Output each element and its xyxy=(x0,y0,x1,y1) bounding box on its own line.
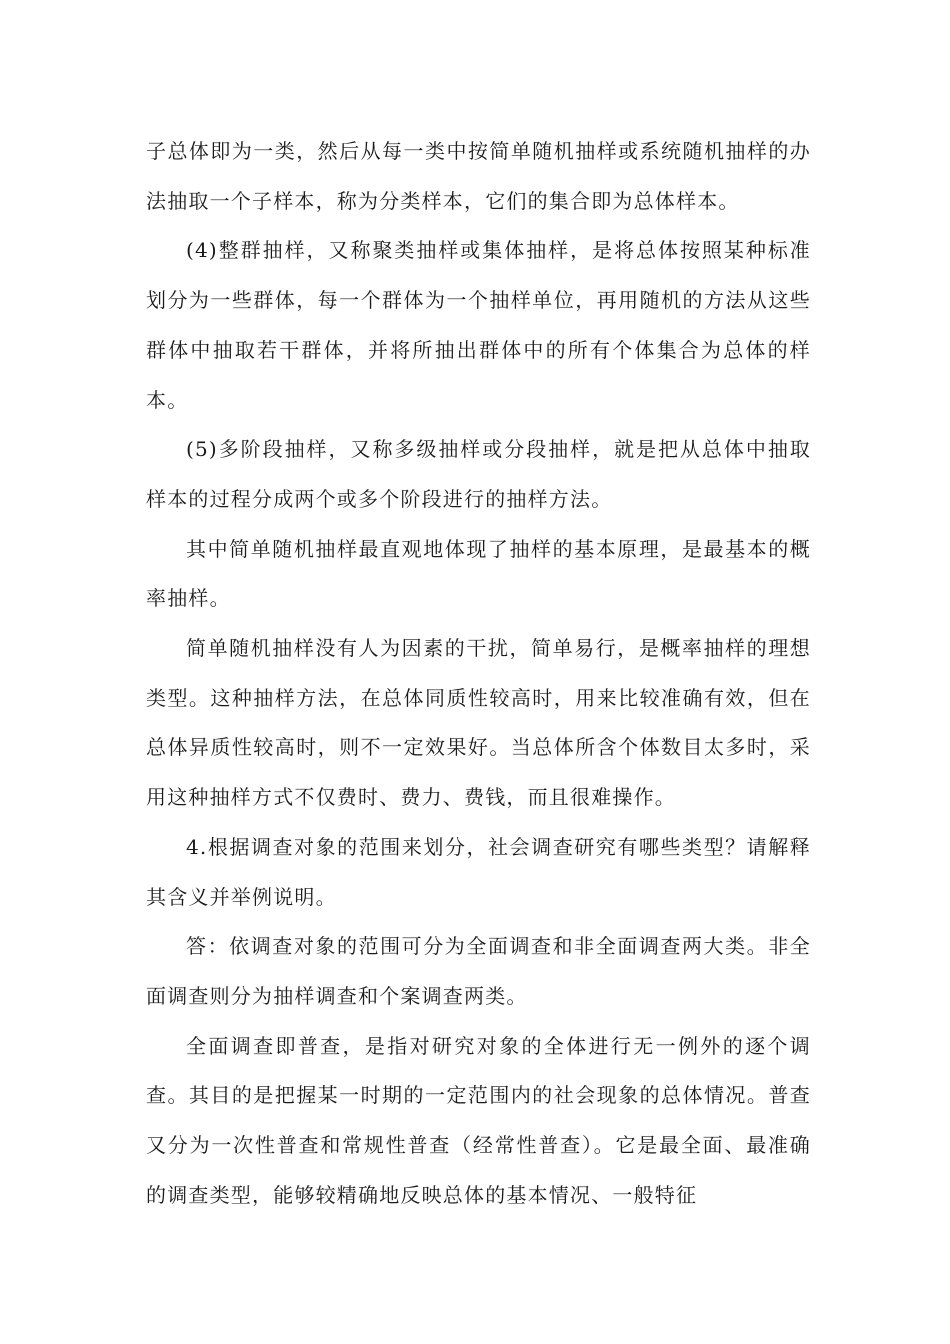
paragraph-2: (4)整群抽样，又称聚类抽样或集体抽样，是将总体按照某种标准划分为一些群体，每一个群体为一个抽样单位，再用随机的方法从这些群体中抽取若干群体，并将所抽出群体中的所有个体集合为总体的样本。 xyxy=(146,238,811,412)
document-body xyxy=(146,127,811,1220)
paragraph-7-answer: 答：依调查对象的范围可分为全面调查和非全面调查两大类。非全面调查则分为抽样调查和个案调查两类。 xyxy=(146,934,811,1008)
paragraph-6-question: 4.根据调查对象的范围来划分，社会调查研究有哪些类型？请解释其含义并举例说明。 xyxy=(146,834,811,909)
paragraph-1: 子总体即为一类，然后从每一类中按简单随机抽样或系统随机抽样的办法抽取一个子样本，称为分类样本，它们的集合即为总体样本。 xyxy=(146,139,811,213)
paragraph-5: 简单随机抽样没有人为因素的干扰，简单易行，是概率抽样的理想类型。这种抽样方法，在总体同质性较高时，用来比较准确有效，但在总体异质性较高时，则不一定效果好。当总体所含个体数目太多时，采用这种抽样方式不仅费时、费力、费钱，而且很难操作。 xyxy=(146,636,811,810)
paragraph-4: 其中简单随机抽样最直观地体现了抽样的基本原理，是最基本的概率抽样。 xyxy=(146,536,811,611)
paragraph-3: (5)多阶段抽样，又称多级抽样或分段抽样，就是把从总体中抽取样本的过程分成两个或多个阶段进行的抽样方法。 xyxy=(146,437,811,511)
paragraph-8: 全面调查即普查，是指对研究对象的全体进行无一例外的逐个调查。其目的是把握某一时期的一定范围内的社会现象的总体情况。普查又分为一次性普查和常规性普查（经常性普查）。它是最全面、最准确的调查类型，能够较精确地反映总体的基本情况、一般特征 xyxy=(146,1033,811,1207)
